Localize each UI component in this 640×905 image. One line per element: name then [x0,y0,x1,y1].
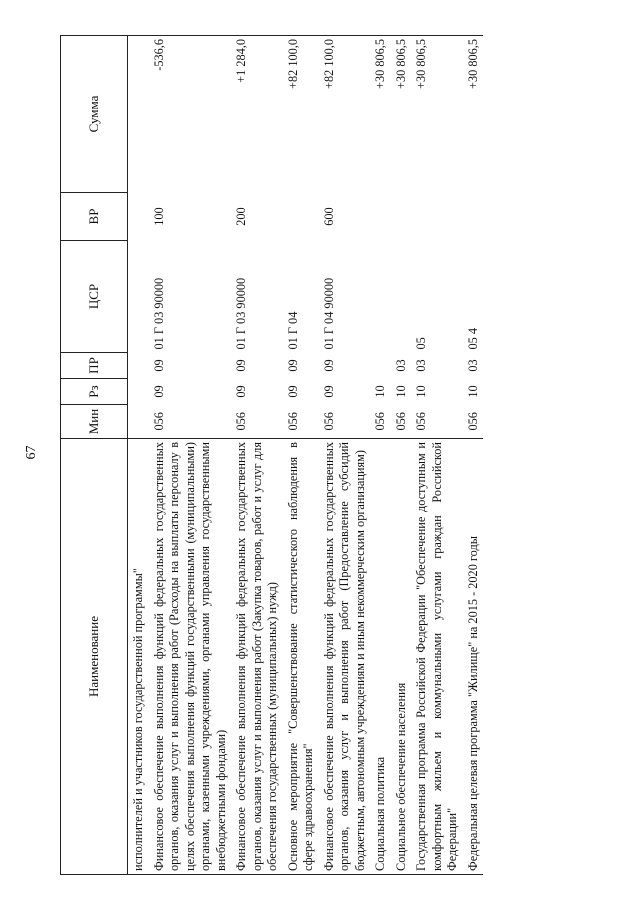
row-min: 056 [393,412,408,431]
table-row [319,36,371,875]
header-vr: ВР [61,193,128,241]
row-csr: 05 4 [465,327,480,350]
row-sum [128,36,149,193]
row-rz: 09 [151,385,166,398]
row-min: 056 [151,412,166,431]
row-csr: 01 Г 03 90000 [234,277,248,350]
row-name: Федеральная целевая программа "Жилище" на 2015 - 2020 годы [463,439,484,875]
header-rz: Рз [61,379,128,405]
table-row [370,36,391,875]
row-rz: 09 [321,385,336,398]
row-min: 056 [321,412,336,431]
row-rz: 09 [285,385,300,398]
row-csr: 05 [414,337,428,350]
row-name: Социальное обеспечение населения [391,439,412,875]
row-name: Государственная программа Российской Федерации "Обеспечение доступным и комфортным жильем и коммунальными услугами граждан Российской Федерации" [411,439,463,875]
row-rz [128,379,149,405]
row-min [128,405,149,439]
row-min: 056 [373,412,387,431]
row-sum: +30 806,5 [463,36,484,193]
row-pr: 03 [393,359,408,372]
table-row [128,36,149,875]
header-pr: ПР [61,353,128,379]
row-rz: 10 [393,385,408,398]
row-min: 056 [234,412,248,431]
row-pr: 09 [151,359,166,372]
row-rz: 10 [465,385,480,398]
row-vr [463,193,484,241]
table-header-row [61,36,128,875]
table-row [149,36,232,875]
header-csr: ЦСР [61,241,128,353]
row-csr: 01 Г 03 90000 [151,277,166,350]
row-min: 056 [465,412,480,431]
row-pr [370,353,391,379]
row-name: исполнителей и участников государственной программы" [128,439,149,875]
row-pr: 09 [285,359,300,372]
row-rz: 09 [234,385,248,398]
row-vr [391,193,412,241]
header-min: Мин [61,405,128,439]
row-vr [128,193,149,241]
row-csr [370,241,391,353]
row-csr: 01 Г 04 90000 [321,277,336,350]
row-csr [391,241,412,353]
row-vr [283,193,319,241]
table-row [391,36,412,875]
header-sum: Сумма [61,36,128,193]
table-row [283,36,319,875]
row-rz: 10 [373,385,387,398]
table-row [231,36,283,875]
row-sum: +1 284,0 [231,36,283,193]
table-row [463,36,484,875]
row-sum: -536,6 [149,36,232,193]
page-number: 67 [24,445,39,460]
row-pr: 03 [465,359,480,372]
row-sum: +30 806,5 [411,36,463,193]
row-vr [411,193,463,241]
row-pr [128,353,149,379]
row-min: 056 [285,412,300,431]
row-pr: 03 [414,359,428,372]
row-sum: +82 100,0 [283,36,319,193]
row-pr: 09 [234,359,248,372]
row-name: Финансовое обеспечение выполнения функций федеральных государственных органов, оказания услуг и выполнения работ (Закупка товаров, работ и услуг для обеспечения государственных (муниципальных) нужд) [231,439,283,875]
row-sum: +82 100,0 [319,36,371,193]
row-vr [370,193,391,241]
row-name: Социальная политика [370,439,391,875]
table-row [411,36,463,875]
row-sum: +30 806,5 [391,36,412,193]
row-vr: 200 [234,207,248,226]
row-sum: +30 806,5 [370,36,391,193]
row-name: Основное мероприятие "Совершенствование статистического наблюдения в сфере здравоохранения" [283,439,319,875]
row-vr: 100 [151,207,166,226]
header-name: Наименование [61,439,128,875]
budget-table [60,35,483,875]
row-name: Финансовое обеспечение выполнения функций федеральных государственных органов, оказания услуг и выполнения работ (Расходы на выплаты персоналу в целях обеспечения выполнения функций государственными (муниципальными) органами, казенными учреждениями, органами управления государственными внебюджетными фондами) [149,439,232,875]
row-csr [128,241,149,353]
row-name: Финансовое обеспечение выполнения функций федеральных государственных органов, оказания услуг и выполнения работ (Предоставление субсидий бюджетным, автономным учреждениям и иным некоммерческим организациям) [319,439,371,875]
row-min: 056 [414,412,428,431]
row-pr: 09 [321,359,336,372]
row-vr: 600 [321,207,336,226]
row-rz: 10 [414,385,428,398]
row-csr: 01 Г 04 [285,311,300,350]
